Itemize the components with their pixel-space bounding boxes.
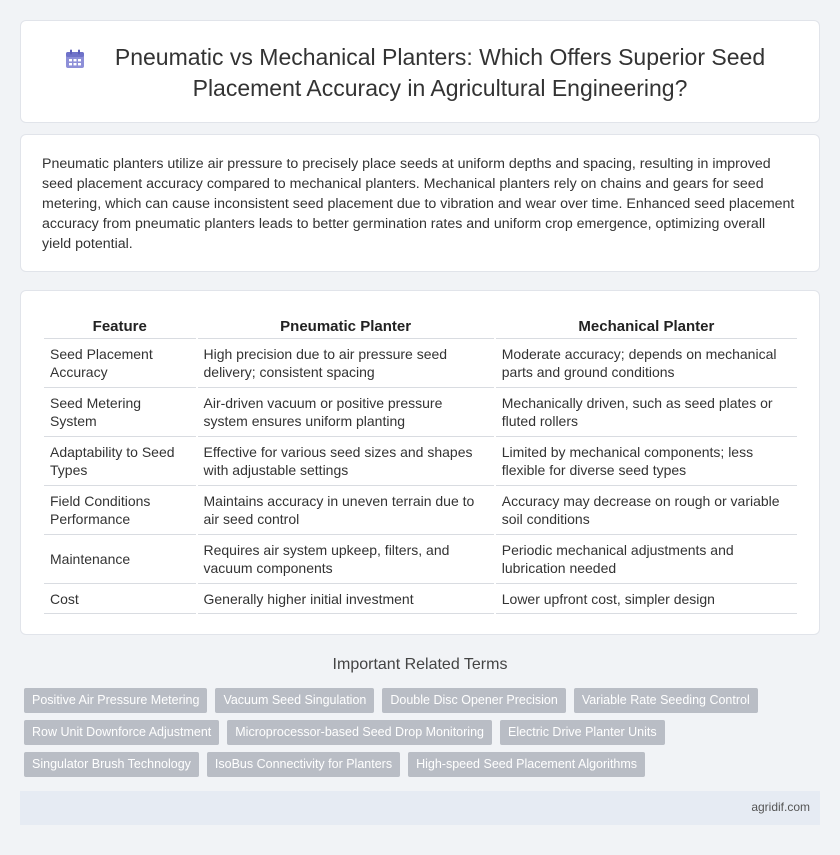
mechanical-cell: Accuracy may decrease on rough or variable soil conditions [496, 486, 797, 535]
related-term-tag[interactable]: Double Disc Opener Precision [382, 688, 565, 713]
related-term-tag[interactable]: Variable Rate Seeding Control [574, 688, 758, 713]
related-term-tag[interactable]: Vacuum Seed Singulation [215, 688, 374, 713]
related-term-tag[interactable]: High-speed Seed Placement Algorithms [408, 752, 645, 777]
feature-cell: Field Conditions Performance [44, 486, 196, 535]
footer [20, 791, 820, 825]
feature-cell: Adaptability to Seed Types [44, 437, 196, 486]
intro-paragraph: Pneumatic planters utilize air pressure to precisely place seeds at uniform depths and spacing, resulting in improved seed placement accuracy compared to mechanical planters. Mechanical planters rely on chains and gears for seed metering, which can cause inconsistent seed placement due to vibration and wear over time. Enhanced seed placement accuracy from pneumatic planters leads to better germination rates and uniform crop emergence, optimizing overall yield potential. [42, 156, 795, 252]
table-row [44, 535, 797, 584]
table-row [44, 437, 797, 486]
table-header-row [44, 315, 797, 339]
pneumatic-cell: Maintains accuracy in uneven terrain due to air seed control [198, 486, 494, 535]
table-row [44, 486, 797, 535]
mechanical-cell: Moderate accuracy; depends on mechanical parts and ground conditions [496, 339, 797, 388]
pneumatic-cell: Generally higher initial investment [198, 584, 494, 614]
table-row [44, 388, 797, 437]
pneumatic-cell: High precision due to air pressure seed delivery; consistent spacing [198, 339, 494, 388]
table-row [44, 584, 797, 614]
feature-cell: Seed Metering System [44, 388, 196, 437]
title-card [20, 20, 820, 123]
page-title: Pneumatic vs Mechanical Planters: Which Offers Superior Seed Placement Accuracy in Agricultural Engineering? [114, 44, 766, 101]
feature-cell: Cost [44, 584, 196, 614]
related-term-tag[interactable]: Singulator Brush Technology [24, 752, 199, 777]
comparison-card [20, 290, 820, 635]
mechanical-cell: Mechanically driven, such as seed plates or fluted rollers [496, 388, 797, 437]
related-term-tag[interactable]: Microprocessor-based Seed Drop Monitoring [227, 720, 492, 745]
comparison-table [42, 315, 799, 614]
column-header-pneumatic: Pneumatic Planter [198, 315, 494, 339]
related-term-tag[interactable]: IsoBus Connectivity for Planters [207, 752, 400, 777]
pneumatic-cell: Air-driven vacuum or positive pressure system ensures uniform planting [198, 388, 494, 437]
pneumatic-cell: Effective for various seed sizes and shapes with adjustable settings [198, 437, 494, 486]
related-terms-list [24, 688, 824, 777]
pneumatic-cell: Requires air system upkeep, filters, and vacuum components [198, 535, 494, 584]
related-term-tag[interactable]: Positive Air Pressure Metering [24, 688, 207, 713]
mechanical-cell: Lower upfront cost, simpler design [496, 584, 797, 614]
feature-cell: Maintenance [44, 535, 196, 584]
column-header-mechanical: Mechanical Planter [496, 315, 797, 339]
related-term-tag[interactable]: Electric Drive Planter Units [500, 720, 665, 745]
related-term-tag[interactable]: Row Unit Downforce Adjustment [24, 720, 219, 745]
column-header-feature: Feature [44, 315, 196, 339]
mechanical-cell: Limited by mechanical components; less flexible for diverse seed types [496, 437, 797, 486]
footer-site-link[interactable]: agridif.com [751, 800, 810, 814]
feature-cell: Seed Placement Accuracy [44, 339, 196, 388]
mechanical-cell: Periodic mechanical adjustments and lubrication needed [496, 535, 797, 584]
intro-card [20, 134, 820, 272]
related-terms-title: Important Related Terms [332, 656, 508, 673]
table-row [44, 339, 797, 388]
